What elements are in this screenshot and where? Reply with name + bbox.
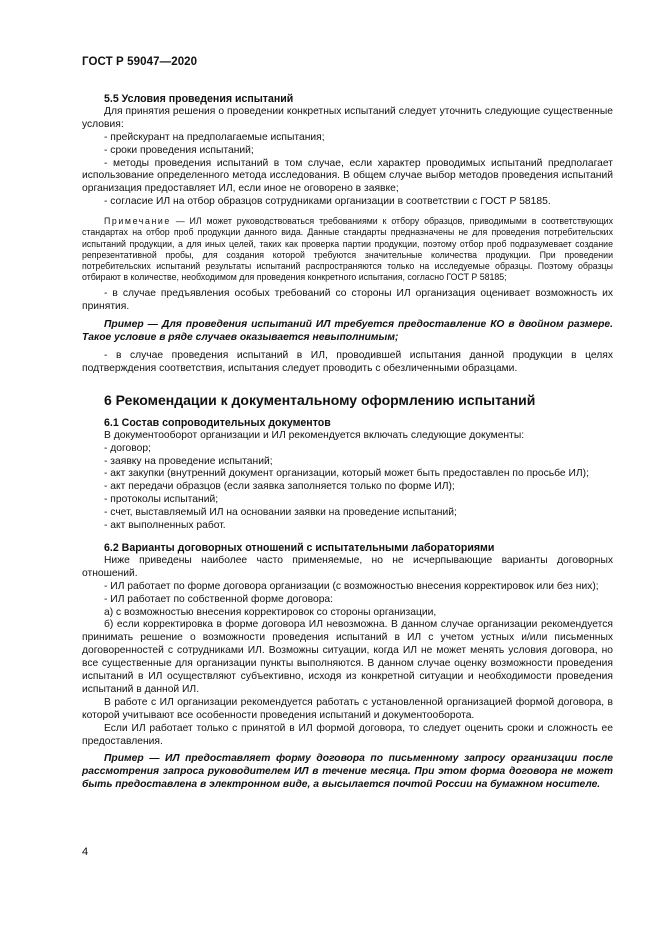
list-item: - методы проведения испытаний в том случае, если характер проводимых испытаний предполагает использование определенного метода исследования. В общем случае выбор методов проведения испытаний организация предоставляет ИЛ, если иное не оговорено в заявке; xyxy=(82,157,613,195)
list-item: - в случае проведения испытаний в ИЛ, проводившей испытания данной продукции в целях подтверждения соответствия, испытания следует проводить с обезличенными образцами. xyxy=(82,350,613,374)
list-item: - ИЛ работает по собственной форме договора: xyxy=(104,593,334,605)
list-item: - акт закупки (внутренний документ организации, который может быть предоставлен по просьбе ИЛ); xyxy=(104,468,589,480)
page-number: 4 xyxy=(82,846,89,858)
note-text: — ИЛ может руководствоваться требованиями к отбору образцов, приводимыми в соответствующих стандартах на отбор проб продукции данного вида. Данные стандарты предназначены не для проведения потребительских испытаний продукции, а для иных целей, таких как проверка партии продукции, поэтому отбор проб подразумевает создание репрезентативной пробы, для создания которой требуются значительные количества продукции. При проведении потребительских испытаний результаты испытаний распространяются только на исследуемые образцы. Поэтому образцы отбирают в количестве, необходимом для проведения конкретного испытания, согласно ГОСТ Р 58185; xyxy=(82,216,613,283)
example: Пример — Для проведения испытаний ИЛ требуется предоставление КО в двойном размере. Такое условие в ряде случаев оказывается невыполнимым; xyxy=(82,319,613,344)
section-6-1-title: 6.1 Состав сопроводительных документов xyxy=(104,416,331,429)
section-5-5-title: 5.5 Условия проведения испытаний xyxy=(104,93,294,105)
paragraph: Ниже приведены наиболее часто применяемые, но не исчерпывающие варианты договорных отношений. xyxy=(82,554,613,579)
note xyxy=(82,216,613,283)
standard-header: ГОСТ Р 59047—2020 xyxy=(82,56,198,68)
note-label: Примечание xyxy=(104,216,171,227)
list-item: - протоколы испытаний; xyxy=(104,494,219,506)
paragraph: Для принятия решения о проведении конкретных испытаний следует уточнить следующие существенные условия: xyxy=(82,105,613,130)
section-6-2-title: 6.2 Варианты договорных отношений с испытательными лабораториями xyxy=(104,541,495,554)
paragraph: Если ИЛ работает только с принятой в ИЛ формой договора, то следует оценить сроки и сложность ее предоставления. xyxy=(82,722,613,747)
paragraph: В документооборот организации и ИЛ рекомендуется включать следующие документы: xyxy=(104,429,525,441)
sub-item-a: а) с возможностью внесения корректировок со стороны организации, xyxy=(104,606,437,618)
list-item: - акт передачи образцов (если заявка заполняется только по форме ИЛ); xyxy=(104,481,455,493)
list-item: - ИЛ работает по форме договора организации (с возможностью внесения корректировок или без них); xyxy=(104,580,599,592)
section-6-title: 6 Рекомендации к документальному оформлению испытаний xyxy=(104,391,536,408)
page-content xyxy=(82,93,613,797)
list-item: - счет, выставляемый ИЛ на основании заявки на проведение испытаний; xyxy=(104,507,457,519)
sub-item-b: б) если корректировка в форме договора ИЛ невозможна. В данном случае организации рекомендуется принимать решение о возможности проведения испытаний в ИЛ с учетом устных и/или письменных договоренностей с сотрудниками ИЛ. Возможны ситуации, когда ИЛ не может менять условия договора, но все существенные для организации пункты выполняются. В данном случае оценку возможности проведения испытаний в ИЛ осуществляют субъективно, исходя из конкретной ситуации и необходимости проведения испытаний в данной ИЛ. xyxy=(82,619,613,695)
paragraph: В работе с ИЛ организации рекомендуется работать с установленной организацией формой договора, в которой учитывают все особенности проведения испытаний и документооборота. xyxy=(82,696,613,721)
list-item: - прейскурант на предполагаемые испытания; xyxy=(104,131,325,143)
list-item: - согласие ИЛ на отбор образцов сотрудниками организации в соответствии с ГОСТ Р 58185. xyxy=(104,196,551,208)
example: Пример — ИЛ предоставляет форму договора по письменному запросу организации после рассмотрения запроса руководителем ИЛ в течение месяца. При этом форма договора не может быть предоставлена в электронном виде, а высылается почтой России на бумажном носителе. xyxy=(82,753,613,791)
list-item: - в случае предъявления особых требований со стороны ИЛ организация оценивает возможность их принятия. xyxy=(82,288,613,313)
list-item: - договор; xyxy=(104,442,151,454)
list-item: - заявку на проведение испытаний; xyxy=(104,455,273,467)
list-item: - сроки проведения испытаний; xyxy=(104,144,254,156)
list-item: - акт выполненных работ. xyxy=(104,520,226,532)
